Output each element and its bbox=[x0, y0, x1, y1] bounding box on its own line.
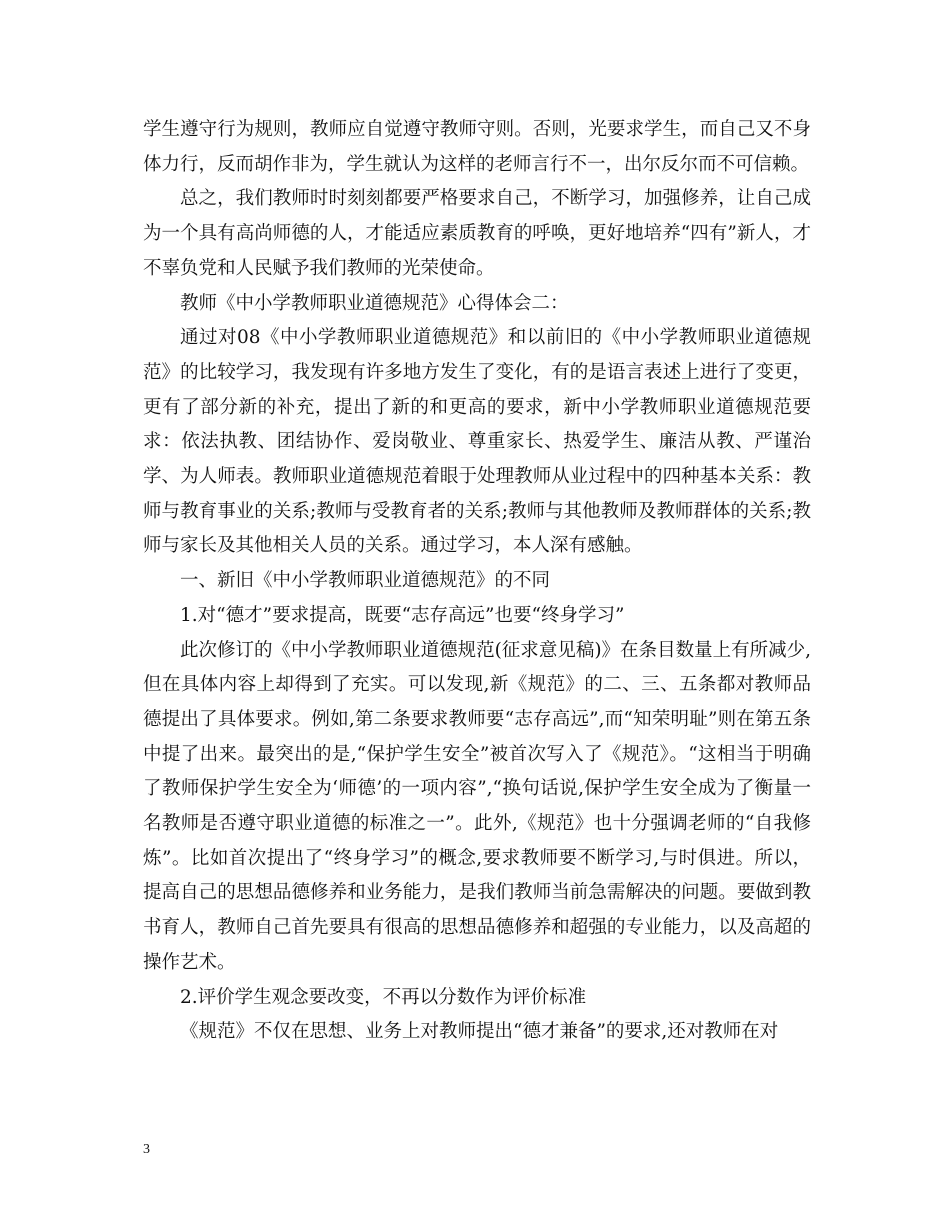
paragraph-summary: 总之，我们教师时时刻刻都要严格要求自己，不断学习，加强修养，让自己成为一个具有高尚师德的人，才能适应素质教育的呼唤，更好地培养“四有”新人，才不辜负党和人民赋予我们教师的光荣使命。 bbox=[143, 188, 811, 279]
heading-differences: 一、新旧《中小学教师职业道德规范》的不同 bbox=[180, 570, 551, 592]
section-title-reflection-two: 教师《中小学教师职业道德规范》心得体会二： bbox=[180, 292, 569, 314]
paragraph-truncated: 《规范》不仅在思想、业务上对教师提出“德才兼备”的要求,还对教师在对 bbox=[180, 1021, 779, 1043]
document-body bbox=[143, 113, 811, 1050]
subheading-1: 1.对“德才”要求提高，既要“志存高远”也要“终身学习” bbox=[180, 604, 625, 626]
paragraph-comparison: 通过对08《中小学教师职业道德规范》和以前旧的《中小学教师职业道德规范》的比较学习，我发现有许多地方发生了变化，有的是语言表述上进行了变更，更有了部分新的补充，提出了新的和更高的要求，新中小学教师职业道德规范要求：依法执教、团结协作、爱岗敬业、尊重家长、热爱学生、廉洁从教、严谨治学、为人师表。教师职业道德规范着眼于处理教师从业过程中的四种基本关系：教师与教育事业的关系;教师与受教育者的关系;教师与其他教师及教师群体的关系;教师与家长及其他相关人员的关系。通过学习，本人深有感触。 bbox=[143, 327, 811, 557]
paragraph-continued: 学生遵守行为规则，教师应自觉遵守教师守则。否则，光要求学生，而自己又不身体力行，反而胡作非为，学生就认为这样的老师言行不一，出尔反尔而不可信赖。 bbox=[143, 119, 811, 175]
subheading-2: 2.评价学生观念要改变，不再以分数作为评价标准 bbox=[180, 986, 587, 1008]
page-number: 3 bbox=[143, 1142, 150, 1157]
paragraph-revision-details: 此次修订的《中小学教师职业道德规范(征求意见稿)》在条目数量上有所减少,但在具体内容上却得到了充实。可以发现,新《规范》的二、三、五条都对教师品德提出了具体要求。例如,第二条要求教师要“志存高远”,而“知荣明耻”则在第五条中提了出来。最突出的是,“保护学生安全”被首次写入了《规范》。“这相当于明确了教师保护学生安全为‘师德’的一项内容”,“换句话说,保护学生安全成为了衡量一名教师是否遵守职业道德的标准之一”。此外,《规范》也十分强调老师的“自我修炼”。比如首次提出了“终身学习”的概念,要求教师要不断学习,与时俱进。所以，提高自己的思想品德修养和业务能力，是我们教师当前急需解决的问题。要做到教书育人，教师自己首先要具有很高的思想品德修养和超强的专业能力，以及高超的操作艺术。 bbox=[143, 639, 811, 973]
